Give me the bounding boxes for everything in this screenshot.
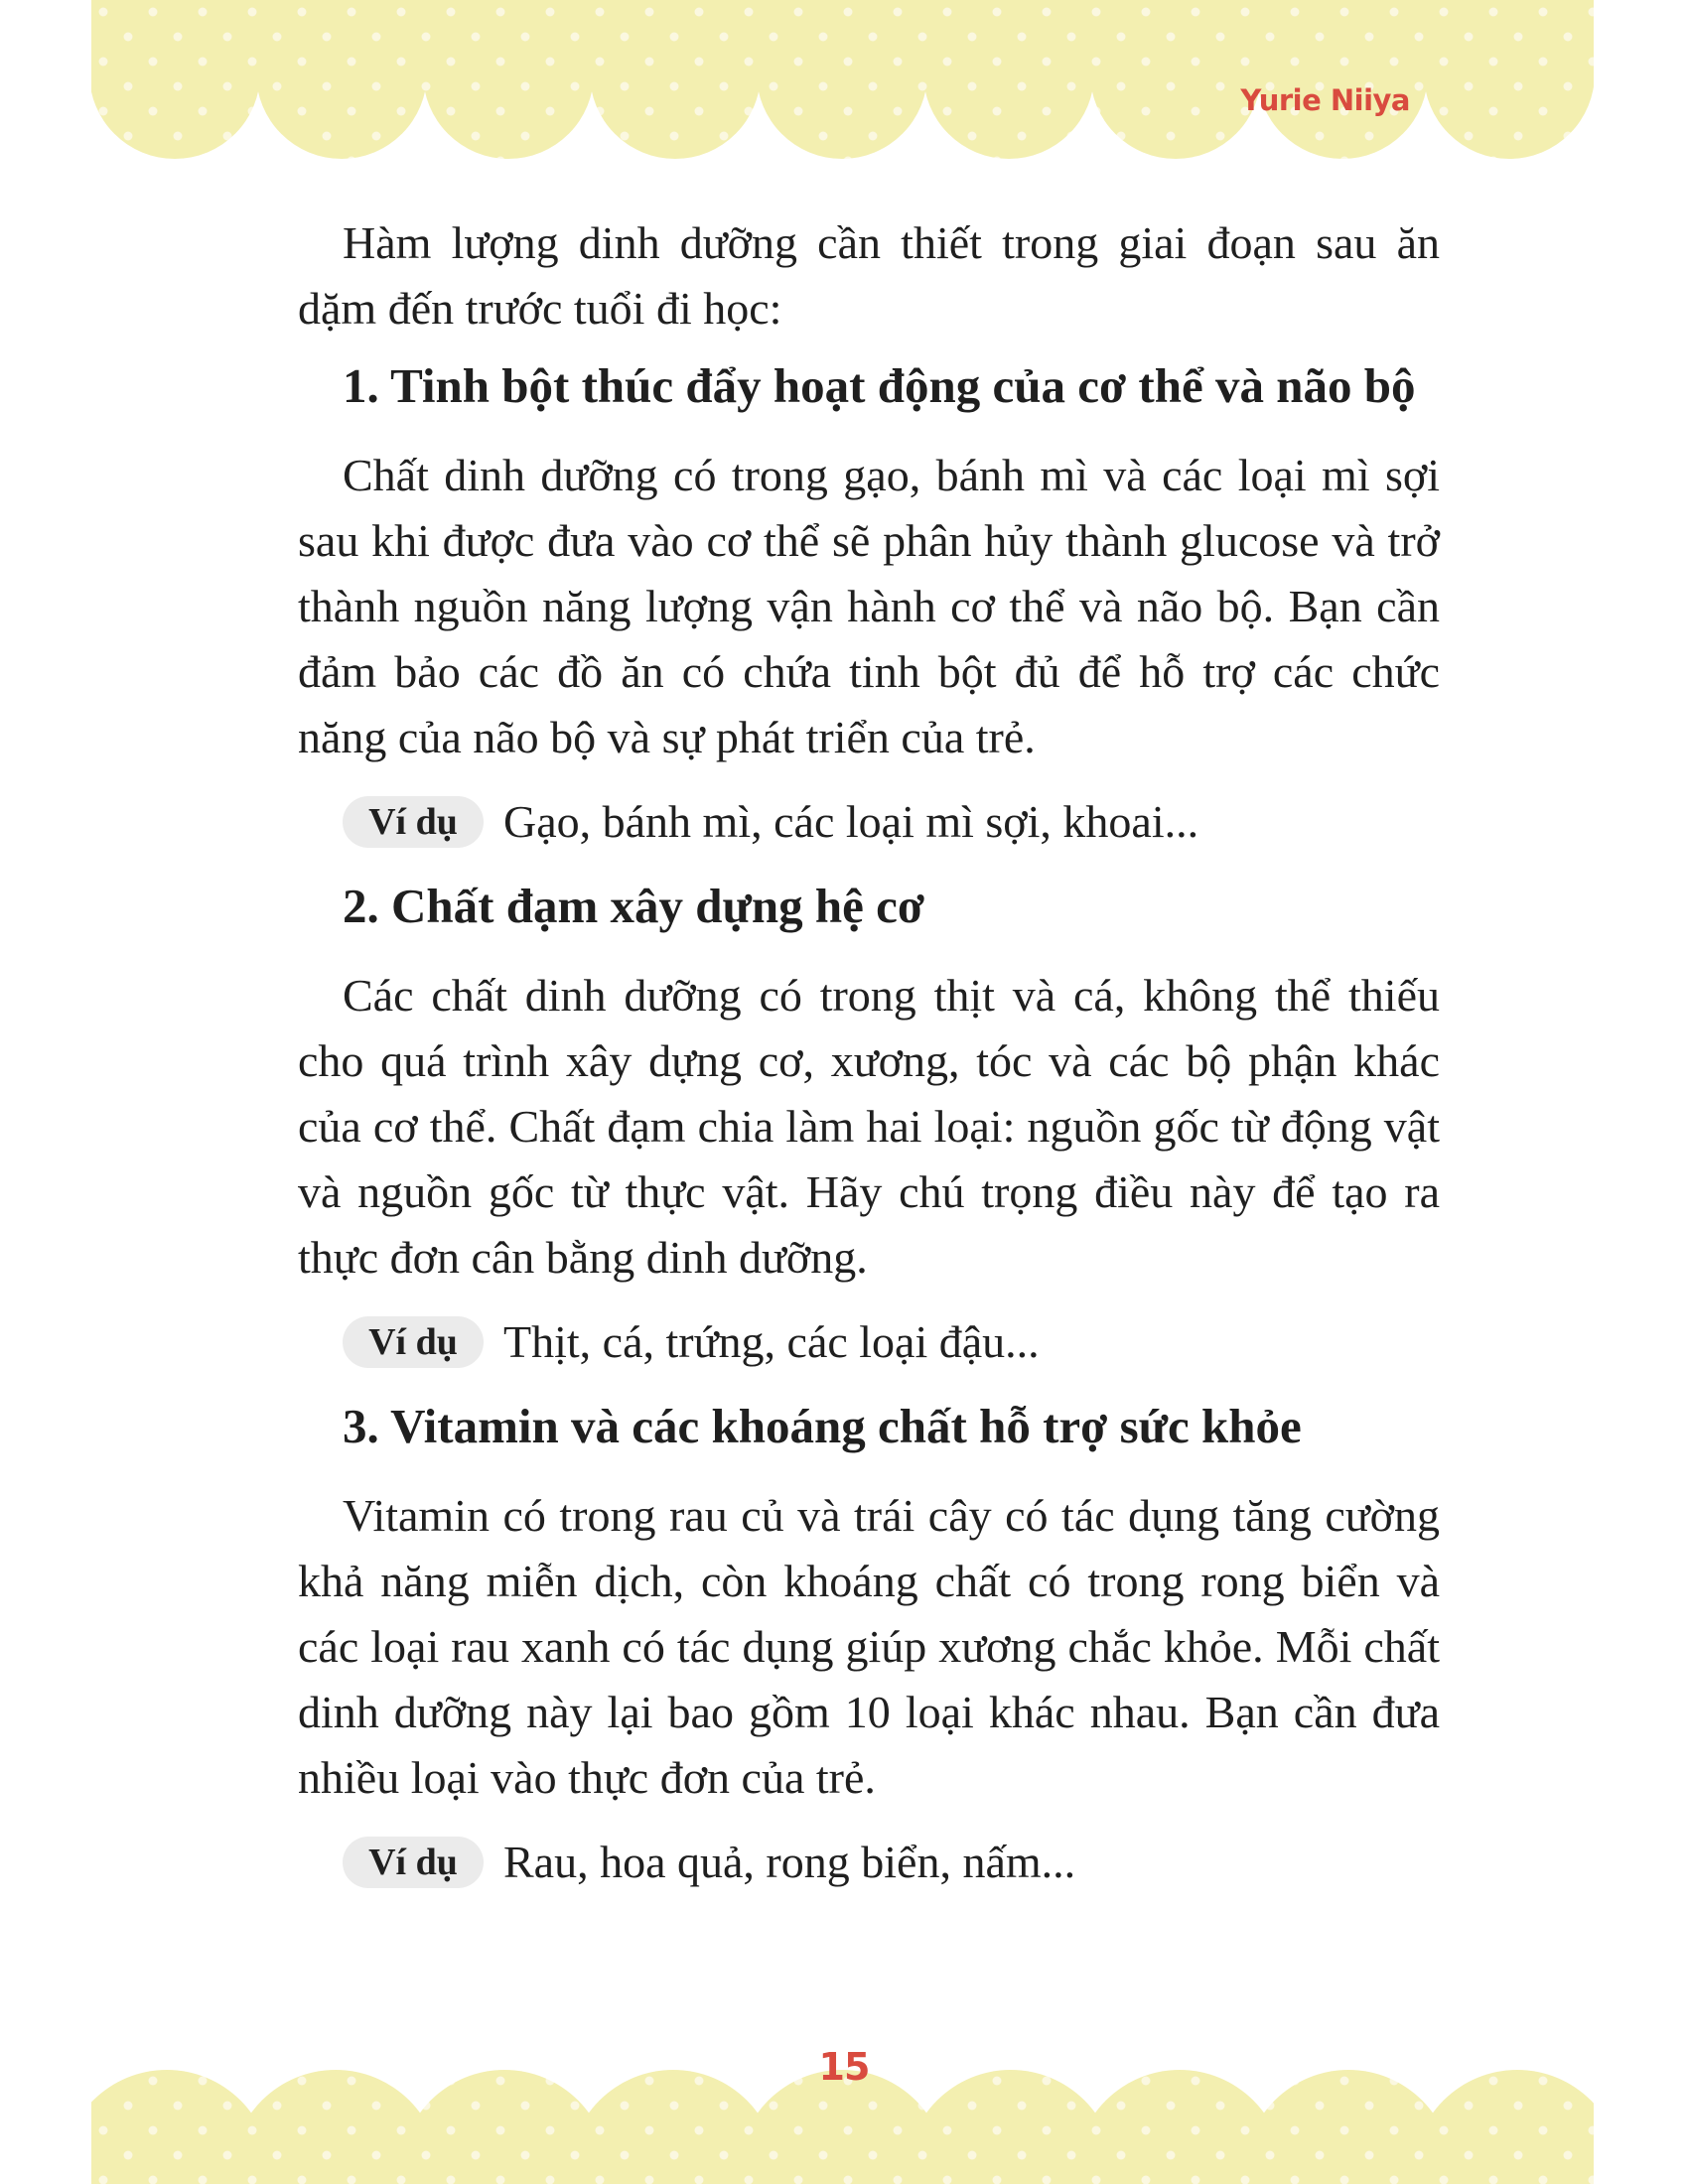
section-body: Các chất dinh dưỡng có trong thịt và cá, không thể thiếu cho quá trình xây dựng cơ, xương, tóc và các bộ phận khác của cơ thể. Chất đạm chia làm hai loại: nguồn gốc từ động vật và nguồn gốc từ thực vật. Hãy chú trọng điều này để tạo ra thực đơn cân bằng dinh dưỡng. bbox=[298, 970, 1440, 1283]
example-badge: Ví dụ bbox=[343, 796, 484, 848]
page-number: 15 bbox=[818, 2045, 870, 2089]
section-body: Chất dinh dưỡng có trong gạo, bánh mì và các loại mì sợi sau khi được đưa vào cơ thể sẽ phân hủy thành glucose và trở thành nguồn năng lượng vận hành cơ thể và não bộ. Bạn cần đảm bảo các đồ ăn có chứa tinh bột đủ để hỗ trợ các chức năng của não bộ và sự phát triển của trẻ. bbox=[298, 450, 1440, 762]
example-row bbox=[343, 796, 1440, 848]
example-row bbox=[343, 1837, 1440, 1888]
section-heading: 3. Vitamin và các khoáng chất hỗ trợ sức khỏe bbox=[343, 1399, 1302, 1453]
example-items: Rau, hoa quả, rong biển, nấm... bbox=[503, 1837, 1076, 1887]
section-body: Vitamin có trong rau củ và trái cây có tác dụng tăng cường khả năng miễn dịch, còn khoáng chất có trong rong biển và các loại rau xanh có tác dụng giúp xương chắc khỏe. Mỗi chất dinh dưỡng này lại bao gồm 10 loại khác nhau. Bạn cần đưa nhiều loại vào thực đơn của trẻ. bbox=[298, 1490, 1440, 1803]
example-items: Thịt, cá, trứng, các loại đậu... bbox=[503, 1316, 1040, 1367]
header-band-shape bbox=[91, 0, 1594, 159]
section-protein bbox=[298, 874, 1440, 1368]
page-content bbox=[298, 210, 1440, 1888]
example-badge: Ví dụ bbox=[343, 1316, 484, 1368]
section-heading: 1. Tinh bột thúc đẩy hoạt động của cơ thể và não bộ bbox=[343, 358, 1416, 413]
section-vitamins bbox=[298, 1394, 1440, 1888]
author-name: Yurie Niiya bbox=[1240, 83, 1410, 117]
section-heading: 2. Chất đạm xây dựng hệ cơ bbox=[343, 879, 925, 933]
example-row bbox=[343, 1316, 1440, 1368]
header-scallop-band bbox=[91, 0, 1594, 160]
intro-paragraph: Hàm lượng dinh dưỡng cần thiết trong giai đoạn sau ăn dặm đến trước tuổi đi học: bbox=[298, 217, 1440, 334]
example-badge: Ví dụ bbox=[343, 1837, 484, 1888]
example-items: Gạo, bánh mì, các loại mì sợi, khoai... bbox=[503, 796, 1199, 847]
section-carbohydrates bbox=[298, 353, 1440, 848]
